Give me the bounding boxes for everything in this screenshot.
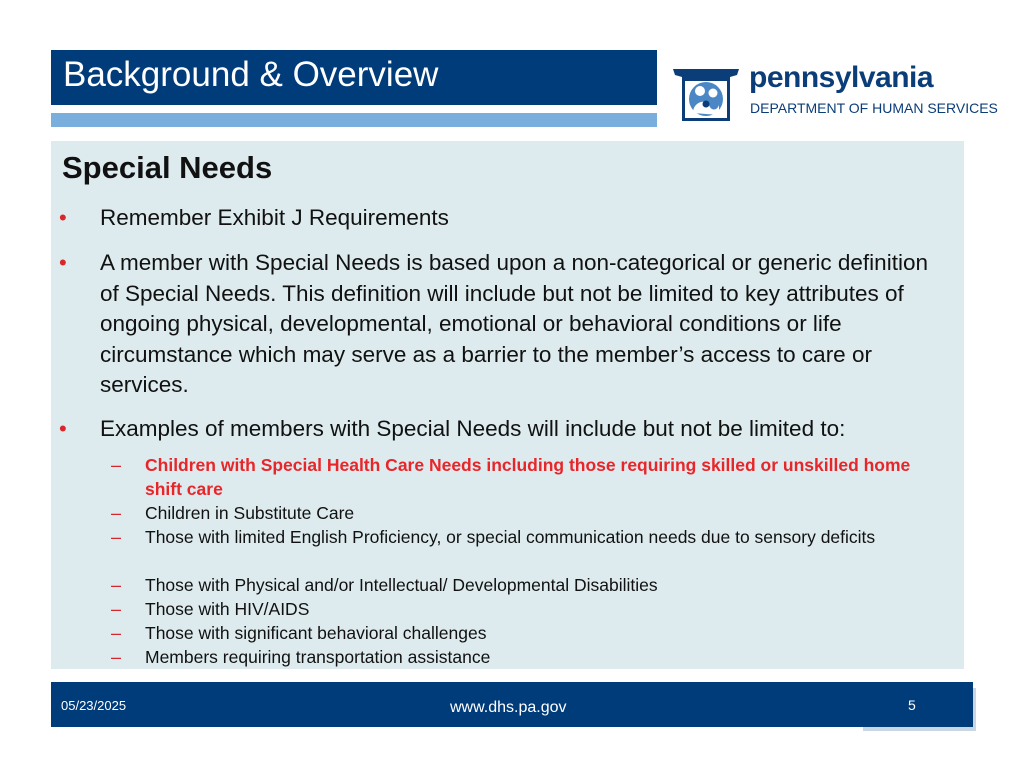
bullet-text: Examples of members with Special Needs will include but not be limited to: <box>100 416 846 441</box>
dash-marker: – <box>111 623 122 643</box>
bullet-marker: • <box>59 250 67 275</box>
sub-item-text: Those with HIV/AIDS <box>145 599 310 619</box>
slide-title: Background & Overview <box>63 55 439 94</box>
dash-marker: – <box>111 575 122 595</box>
sub-item-text: Those with limited English Proficiency, or special communication needs due to sensory deficits <box>145 527 876 547</box>
title-bar <box>51 50 657 105</box>
dash-marker: – <box>111 455 122 475</box>
content-panel <box>51 141 964 669</box>
footer-url: www.dhs.pa.gov <box>450 699 567 716</box>
bullet-marker: • <box>59 416 67 441</box>
dash-marker: – <box>111 647 122 667</box>
pa-dhs-logo <box>671 55 1001 127</box>
sub-item-text: Those with significant behavioral challenges <box>145 623 487 643</box>
bullet-marker: • <box>59 205 67 230</box>
sub-item-text: Children in Substitute Care <box>145 503 355 523</box>
footer-bar <box>51 682 973 727</box>
sub-item-text: Members requiring transportation assistance <box>145 647 491 667</box>
dash-marker: – <box>111 503 122 523</box>
logo-department: DEPARTMENT OF HUMAN SERVICES <box>750 100 998 116</box>
bullet-text: Remember Exhibit J Requirements <box>100 205 449 230</box>
keystone-family-icon <box>671 55 741 125</box>
title-accent-bar <box>51 113 657 127</box>
logo-state-name: pennsylvania <box>749 61 934 94</box>
dash-marker: – <box>111 527 122 547</box>
page-number: 5 <box>908 697 916 713</box>
bullet-text: A member with Special Needs is based upon a non-categorical or generic definition of Special Needs. This definition will include but not be limited to key attributes of ongoing physical, developmental, emotional or behavioral conditions or life circumstance which may serve as a barrier to the member’s access to care or services. <box>100 250 928 397</box>
dash-marker: – <box>111 599 122 619</box>
sub-item-text-highlighted: Children with Special Health Care Needs including those requiring skilled or unskilled home shift care <box>145 455 911 499</box>
footer-date: 05/23/2025 <box>61 698 127 713</box>
sub-item-text: Those with Physical and/or Intellectual/ Developmental Disabilities <box>145 575 658 595</box>
section-heading: Special Needs <box>62 150 273 185</box>
